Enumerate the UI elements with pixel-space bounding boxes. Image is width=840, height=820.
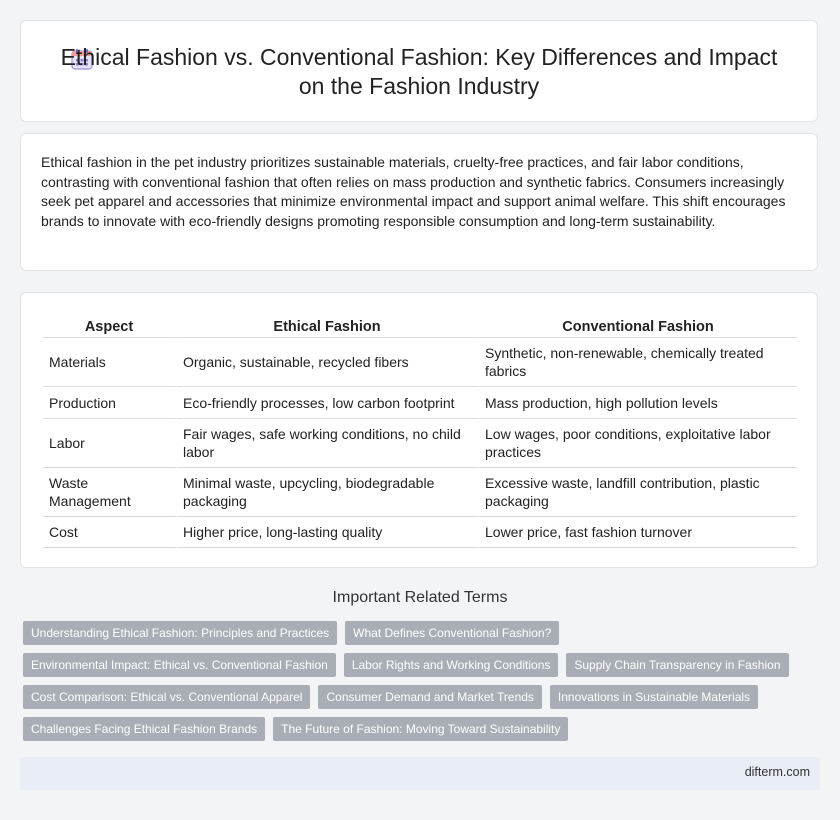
header-ethical: Ethical Fashion: [177, 317, 479, 338]
related-term-link[interactable]: Understanding Ethical Fashion: Principles and Practices: [23, 621, 337, 645]
table-row: [43, 387, 797, 419]
cell-conventional: Mass production, high pollution levels: [479, 387, 797, 419]
related-terms-list: [23, 621, 813, 749]
header-card: [20, 20, 818, 122]
related-term-link[interactable]: The Future of Fashion: Moving Toward Sustainability: [273, 717, 568, 741]
cell-conventional: Excessive waste, landfill contribution, plastic packaging: [479, 468, 797, 517]
table-row: [43, 517, 797, 548]
table-header-row: [43, 317, 797, 338]
table-row: [43, 419, 797, 468]
related-term-link[interactable]: Cost Comparison: Ethical vs. Conventional Apparel: [23, 685, 310, 709]
cell-aspect: Production: [43, 387, 177, 419]
page-title: Ethical Fashion vs. Conventional Fashion: Key Differences and Impact on the Fashion Industry: [60, 44, 778, 99]
cell-ethical: Higher price, long-lasting quality: [177, 517, 479, 548]
related-terms-title: Important Related Terms: [332, 589, 508, 606]
table-row: [43, 338, 797, 387]
related-term-link[interactable]: Labor Rights and Working Conditions: [344, 653, 559, 677]
cell-aspect: Waste Management: [43, 468, 177, 517]
cell-conventional: Low wages, poor conditions, exploitative labor practices: [479, 419, 797, 468]
intro-card: [20, 133, 818, 271]
cell-ethical: Minimal waste, upcycling, biodegradable packaging: [177, 468, 479, 517]
cell-conventional: Synthetic, non-renewable, chemically treated fabrics: [479, 338, 797, 387]
related-term-link[interactable]: Innovations in Sustainable Materials: [550, 685, 758, 709]
cell-ethical: Organic, sustainable, recycled fibers: [177, 338, 479, 387]
cell-ethical: Eco-friendly processes, low carbon footprint: [177, 387, 479, 419]
cell-aspect: Cost: [43, 517, 177, 548]
cell-conventional: Lower price, fast fashion turnover: [479, 517, 797, 548]
related-term-link[interactable]: Consumer Demand and Market Trends: [318, 685, 541, 709]
header-aspect: Aspect: [43, 317, 177, 338]
related-term-link[interactable]: What Defines Conventional Fashion?: [345, 621, 559, 645]
footer: [20, 757, 820, 790]
header-conventional: Conventional Fashion: [479, 317, 797, 338]
cell-aspect: Materials: [43, 338, 177, 387]
cell-ethical: Fair wages, safe working conditions, no child labor: [177, 419, 479, 468]
related-term-link[interactable]: Challenges Facing Ethical Fashion Brands: [23, 717, 265, 741]
intro-paragraph: Ethical fashion in the pet industry prioritizes sustainable materials, cruelty-free practices, and fair labor conditions, contrasting with conventional fashion that often relies on mass production and synthetic fabrics. Consumers increasingly seek pet apparel and accessories that minimize environmental impact and support animal welfare. This shift encourages brands to innovate with eco-friendly designs promoting responsible consumption and long-term sustainability.: [41, 154, 786, 229]
related-term-link[interactable]: Environmental Impact: Ethical vs. Conventional Fashion: [23, 653, 336, 677]
cell-aspect: Labor: [43, 419, 177, 468]
comparison-table: [43, 317, 797, 548]
related-term-link[interactable]: Supply Chain Transparency in Fashion: [566, 653, 788, 677]
table-row: [43, 468, 797, 517]
site-name[interactable]: difterm.com: [744, 765, 810, 779]
comparison-card: [20, 292, 818, 568]
